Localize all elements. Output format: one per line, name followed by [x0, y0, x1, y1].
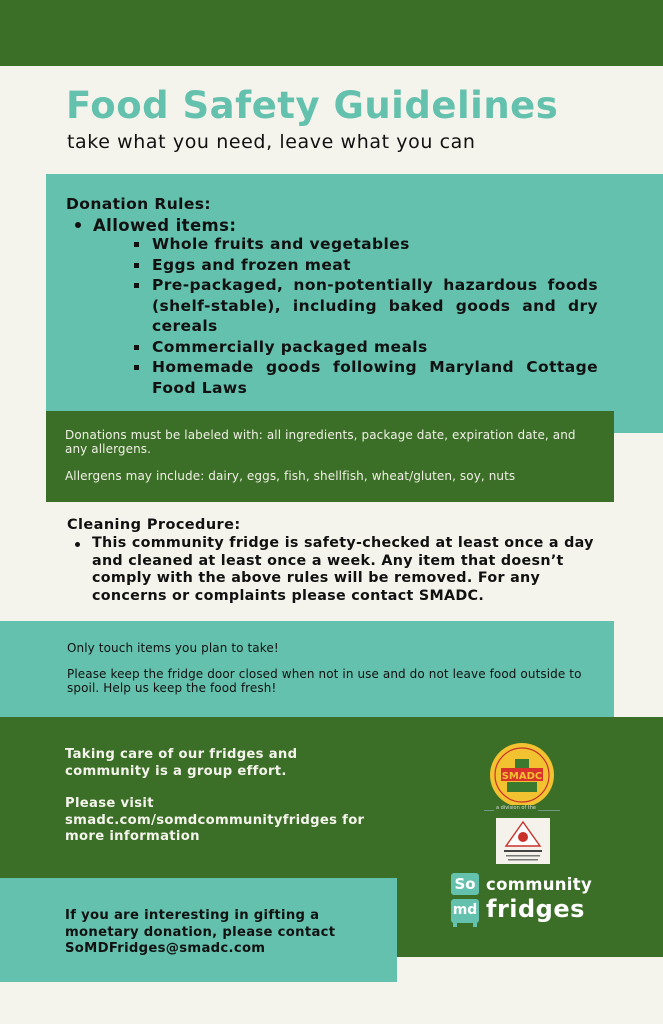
allergen-list: Allergens may include: dairy, eggs, fish, shellfish, wheat/gluten, soy, nuts	[65, 469, 516, 483]
county-seal-logo	[494, 816, 552, 866]
care-text	[65, 747, 385, 862]
donation-rules-heading: Donation Rules:	[66, 195, 212, 213]
door-notice: Please keep the fridge door closed when not in use and do not leave food outside to spoil. Help us keep the food fresh!	[67, 667, 582, 695]
top-banner	[0, 0, 663, 66]
page-title: Food Safety Guidelines	[66, 84, 559, 127]
list-item: Pre-packaged, non-potentially hazardous foods (shelf-stable), including baked goods and dry cereals	[133, 275, 598, 337]
website-text: Please visit smadc.com/somdcommunityfridges for more information	[65, 796, 365, 844]
seal-text: SMADC	[501, 771, 543, 782]
allowed-items-list	[133, 234, 598, 398]
community-fridges-md-icon: md	[451, 899, 479, 923]
touch-notice: Only touch items you plan to take!	[67, 641, 279, 655]
labeling-requirements: Donations must be labeled with: all ingredients, package date, expiration date, and any allergens.	[65, 428, 576, 456]
cleaning-heading: Cleaning Procedure:	[67, 517, 241, 533]
fridge-leg-icon	[473, 922, 477, 927]
group-effort-text: Taking care of our fridges and community is a group effort.	[65, 747, 298, 779]
list-item: Commercially packaged meals	[133, 337, 598, 358]
list-item: Homemade goods following Maryland Cottage Food Laws	[133, 357, 598, 398]
allowed-items-label	[75, 216, 236, 235]
bullet-icon	[75, 222, 81, 228]
page-subtitle: take what you need, leave what you can	[67, 131, 476, 153]
fridge-leg-icon	[453, 922, 457, 927]
cleaning-text: This community fridge is safety-checked at least once a day and cleaned at least once a week. Any item that doesn’t comply with the above rules will be removed. For any concerns or complaints please contact SMADC.	[92, 535, 594, 604]
list-item: Eggs and frozen meat	[133, 255, 598, 276]
community-fridges-so-icon: So	[451, 873, 479, 895]
logo-word-fridges: fridges	[486, 895, 585, 923]
bullet-icon	[75, 542, 80, 547]
donation-contact-text: If you are interesting in gifting a monetary donation, please contact SoMDFridges@smadc.com	[65, 908, 336, 956]
logo-word-community: community	[486, 875, 592, 894]
allowed-items-text: Allowed items:	[93, 216, 237, 235]
labeling-panel	[46, 411, 614, 502]
division-text: a division of the	[496, 805, 536, 811]
list-item: Whole fruits and vegetables	[133, 234, 598, 255]
smadc-seal-logo	[489, 742, 555, 808]
